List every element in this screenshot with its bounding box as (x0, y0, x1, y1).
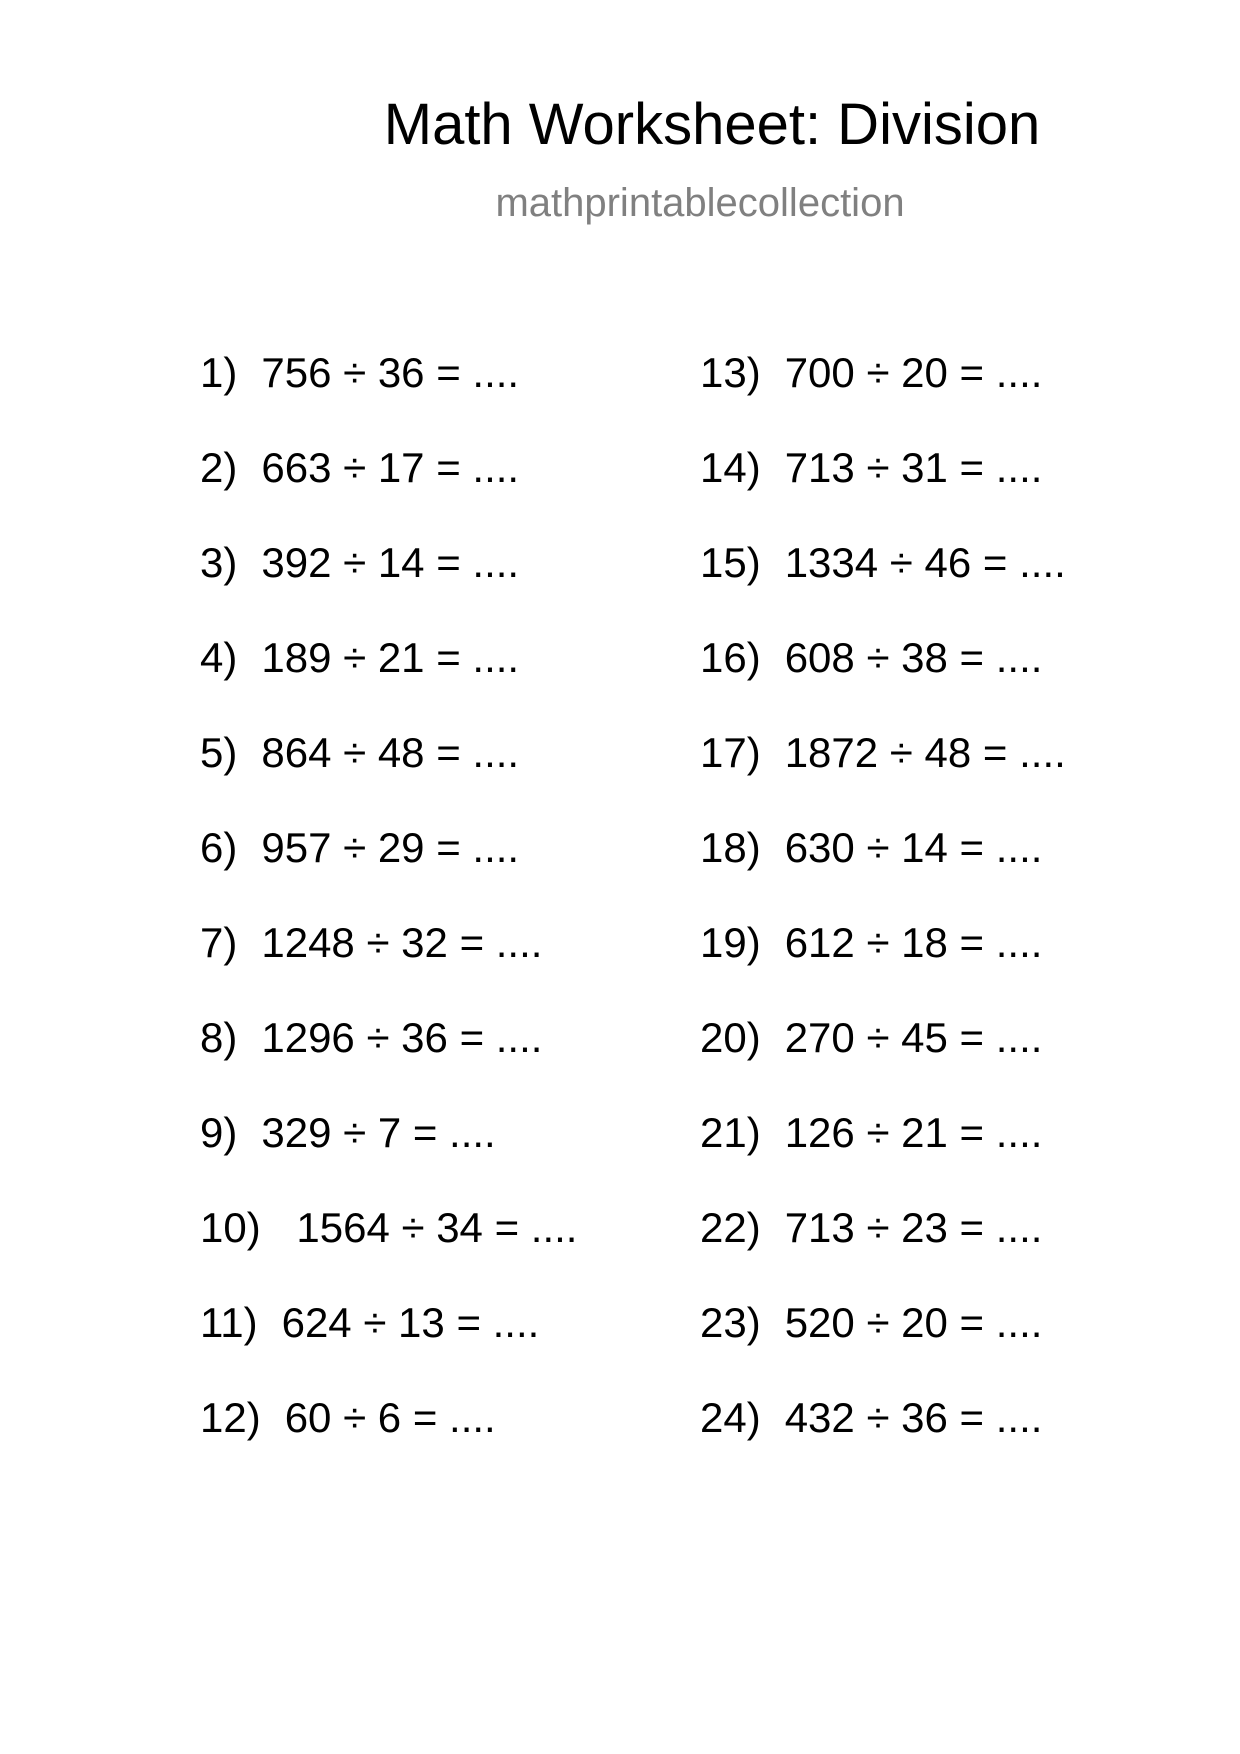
problem-number: 13) (700, 349, 761, 396)
problem-item (700, 1299, 1066, 1397)
problem-expression: 1334 ÷ 46 = .... (784, 539, 1066, 586)
problem-item (700, 634, 1066, 732)
problem-item (700, 824, 1066, 922)
problem-number: 9) (200, 1109, 238, 1156)
problem-expression: 270 ÷ 45 = .... (784, 1014, 1043, 1061)
problem-number: 7) (200, 919, 238, 966)
problem-number: 8) (200, 1014, 238, 1061)
problem-number: 14) (700, 444, 761, 491)
problem-item (200, 729, 577, 827)
problem-item (200, 634, 577, 732)
problem-expression: 864 ÷ 48 = .... (261, 729, 520, 776)
problem-item (700, 1394, 1066, 1492)
problem-item (200, 1014, 577, 1112)
problem-number: 17) (700, 729, 761, 776)
problem-expression: 957 ÷ 29 = .... (261, 824, 520, 871)
problem-item (200, 1109, 577, 1207)
problem-item (700, 349, 1066, 447)
problem-expression: 624 ÷ 13 = .... (281, 1299, 540, 1346)
problem-number: 24) (700, 1394, 761, 1441)
problem-column-left (200, 349, 578, 1492)
problem-expression: 520 ÷ 20 = .... (784, 1299, 1043, 1346)
problem-number: 21) (700, 1109, 761, 1156)
problem-number: 11) (200, 1299, 258, 1346)
problem-expression: 612 ÷ 18 = .... (784, 919, 1043, 966)
page-subtitle: mathprintablecollection (495, 181, 905, 225)
problem-expression: 60 ÷ 6 = .... (284, 1394, 496, 1441)
page-title: Math Worksheet: Division (383, 92, 1041, 157)
problem-number: 18) (700, 824, 761, 871)
problem-item (200, 1204, 578, 1302)
problem-expression: 700 ÷ 20 = .... (784, 349, 1043, 396)
problem-number: 10) (200, 1204, 261, 1251)
problem-number: 4) (200, 634, 238, 681)
problem-item (200, 444, 577, 542)
problem-number: 3) (200, 539, 238, 586)
problem-expression: 432 ÷ 36 = .... (784, 1394, 1043, 1441)
problem-item (200, 824, 577, 922)
problem-column-right (700, 349, 1066, 1492)
problem-item (200, 349, 577, 447)
problem-expression: 329 ÷ 7 = .... (261, 1109, 496, 1156)
problem-number: 2) (200, 444, 238, 491)
problem-number: 16) (700, 634, 761, 681)
problem-item (700, 1204, 1066, 1302)
problem-expression: 1296 ÷ 36 = .... (261, 1014, 543, 1061)
problem-number: 6) (200, 824, 238, 871)
problem-number: 20) (700, 1014, 761, 1061)
problem-number: 22) (700, 1204, 761, 1251)
problem-item (700, 1109, 1066, 1207)
problem-number: 5) (200, 729, 238, 776)
problem-expression: 663 ÷ 17 = .... (261, 444, 520, 491)
problem-number: 19) (700, 919, 761, 966)
problem-expression: 126 ÷ 21 = .... (784, 1109, 1043, 1156)
problem-item (200, 1394, 577, 1492)
problem-expression: 713 ÷ 31 = .... (784, 444, 1043, 491)
problem-expression: 756 ÷ 36 = .... (261, 349, 520, 396)
problem-expression: 392 ÷ 14 = .... (261, 539, 520, 586)
problem-expression: 1872 ÷ 48 = .... (784, 729, 1066, 776)
problem-expression: 1248 ÷ 32 = .... (261, 919, 543, 966)
problem-expression: 608 ÷ 38 = .... (784, 634, 1043, 681)
problem-item (200, 539, 577, 637)
problem-expression: 1564 ÷ 34 = .... (284, 1204, 578, 1251)
problem-item (700, 919, 1066, 1017)
problem-expression: 189 ÷ 21 = .... (261, 634, 520, 681)
problem-number: 23) (700, 1299, 761, 1346)
problem-item (700, 444, 1066, 542)
problem-item (700, 539, 1066, 637)
problem-number: 15) (700, 539, 761, 586)
problem-expression: 713 ÷ 23 = .... (784, 1204, 1043, 1251)
problem-item (200, 919, 577, 1017)
problem-number: 12) (200, 1394, 261, 1441)
problem-expression: 630 ÷ 14 = .... (784, 824, 1043, 871)
problem-item (200, 1299, 577, 1397)
problem-item (700, 729, 1066, 827)
problem-item (700, 1014, 1066, 1112)
problem-number: 1) (200, 349, 238, 396)
